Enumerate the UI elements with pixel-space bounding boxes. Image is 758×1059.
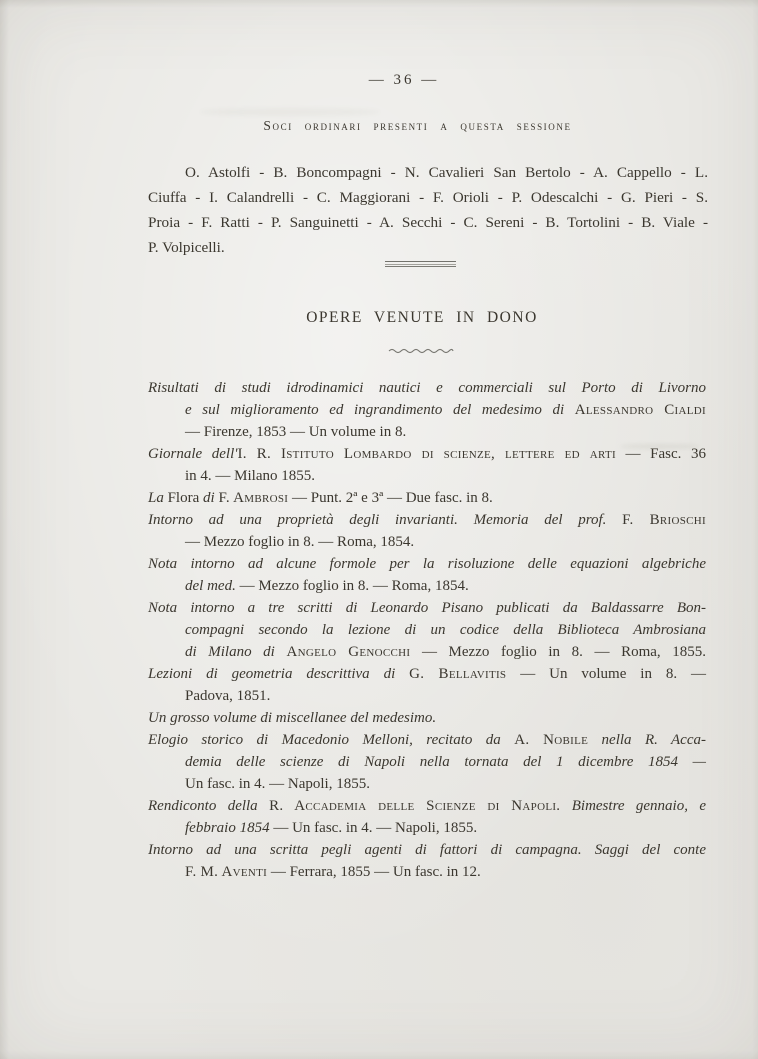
- text-segment: — Mezzo foglio in 8. — Roma, 1854.: [185, 534, 415, 550]
- members-line: Ciuffa - I. Calandrelli - C. Maggiorani - F. Orioli - P. Odescalchi - G. Pieri - S.: [148, 189, 708, 206]
- members-line: Proia - F. Ratti - P. Sanguinetti - A. Secchi - C. Sereni - B. Tortolini - B. Viale -: [148, 214, 708, 231]
- gift-entry: [148, 377, 706, 443]
- text-segment: — Un fasc. in 4. — Napoli, 1855.: [273, 820, 478, 836]
- scan-smudge: [200, 108, 380, 116]
- text-segment: Nota intorno a tre scritti di Leonardo Pisano publicati da Baldassarre Bon-: [148, 600, 706, 616]
- text-segment: R. Accademia delle Scienze di Napoli.: [269, 798, 561, 814]
- text-segment: — Punt. 2ª e 3ª — Due fasc. in 8.: [288, 490, 493, 506]
- text-segment: I. R. Istituto Lombardo di scienze, lettere ed arti: [237, 446, 616, 462]
- text-segment: Padova, 1851.: [185, 688, 271, 704]
- text-segment: F. Ambrosi: [218, 490, 289, 506]
- text-segment: — Ferrara, 1855 — Un fasc. in 12.: [267, 864, 481, 880]
- text-segment: Flora: [167, 490, 204, 506]
- scan-smudge: [620, 444, 700, 449]
- entry-line: [148, 839, 706, 861]
- entry-line: [148, 773, 706, 795]
- entry-line: [148, 575, 706, 597]
- text-segment: Angelo Genocchi: [286, 644, 411, 660]
- entry-line: [148, 795, 706, 817]
- text-segment: Intorno ad una scritta pegli agenti di fattori di campagna. Saggi del conte: [148, 842, 706, 858]
- gift-entry: [148, 487, 706, 509]
- text-segment: in 4. — Milano 1855.: [185, 468, 315, 484]
- entry-line: [148, 619, 706, 641]
- text-segment: G. Bellavitis: [409, 666, 507, 682]
- section-divider-rule: [385, 261, 456, 267]
- text-segment: demia delle scienze di Napoli nella tornata del 1 dicembre 1854 —: [185, 754, 706, 770]
- wavy-divider: [388, 346, 454, 355]
- entry-line: [148, 531, 706, 553]
- gift-entry: [148, 839, 706, 883]
- text-segment: Rendiconto della: [148, 798, 270, 814]
- gift-entry: [148, 597, 706, 663]
- entry-line: [148, 751, 706, 773]
- text-segment: — Fasc. 36: [615, 446, 706, 462]
- entry-line: [148, 509, 706, 531]
- members-line: P. Volpicelli.: [148, 239, 225, 256]
- text-segment: A. Nobile: [514, 732, 589, 748]
- text-segment: Un grosso volume di miscellanee del medesimo.: [148, 710, 437, 726]
- gift-entry: [148, 795, 706, 839]
- gift-entry: [148, 729, 706, 795]
- text-segment: di: [203, 490, 219, 506]
- text-segment: F. Brioschi: [622, 512, 706, 528]
- entry-line: [148, 465, 706, 487]
- text-segment: e sul miglioramento ed ingrandimento del medesimo di: [185, 402, 575, 418]
- entry-line: [148, 597, 706, 619]
- text-segment: Bimestre gennaio, e: [560, 798, 706, 814]
- text-segment: di: [383, 666, 410, 682]
- entry-line: [148, 685, 706, 707]
- entry-line: [148, 553, 706, 575]
- text-segment: — Mezzo foglio in 8. — Roma, 1854.: [239, 578, 469, 594]
- text-segment: F. M. Aventi: [185, 864, 268, 880]
- text-segment: Giornale dell': [148, 446, 238, 462]
- members-paragraph: [148, 160, 708, 260]
- text-segment: di Milano di: [185, 644, 287, 660]
- text-segment: del med.: [185, 578, 240, 594]
- session-heading: Soci ordinari presenti a questa sessione: [263, 118, 572, 133]
- gift-entry: [148, 509, 706, 553]
- text-segment: — Firenze, 1853 — Un volume in 8.: [185, 424, 407, 440]
- text-segment: compagni secondo la lezione di un codice della Biblioteca Ambrosiana: [185, 622, 706, 638]
- text-segment: — Mezzo foglio in 8. — Roma, 1855.: [410, 644, 707, 660]
- text-segment: Intorno ad una proprietà degli invarianti. Memoria del prof.: [148, 512, 623, 528]
- entry-line: [148, 399, 706, 421]
- entry-line: [148, 729, 706, 751]
- text-segment: La: [148, 490, 168, 506]
- text-segment: Alessandro Cialdi: [574, 402, 706, 418]
- members-line: O. Astolfi - B. Boncompagni - N. Cavalieri San Bertolo - A. Cappello - L.: [185, 164, 708, 181]
- text-segment: Un fasc. in 4. — Napoli, 1855.: [185, 776, 370, 792]
- gift-entry: [148, 707, 706, 729]
- text-segment: febbraio 1854: [185, 820, 274, 836]
- text-segment: Lezioni di geometria descrittiva: [148, 666, 384, 682]
- entry-line: [148, 421, 706, 443]
- gift-entry: [148, 663, 706, 707]
- text-segment: Nota intorno ad alcune formole per la risoluzione delle equazioni algebriche: [148, 556, 706, 572]
- entry-line: [148, 817, 706, 839]
- entry-line: [148, 377, 706, 399]
- text-segment: nella R. Acca-: [588, 732, 706, 748]
- entry-line: [148, 861, 706, 883]
- entry-line: [148, 487, 706, 509]
- page-number: — 36 —: [368, 72, 440, 88]
- text-segment: Elogio storico di Macedonio Melloni, recitato da: [148, 732, 515, 748]
- gift-entry: [148, 443, 706, 487]
- gifts-section-heading: OPERE VENUTE IN DONO: [306, 309, 538, 326]
- gift-entry: [148, 553, 706, 597]
- entry-line: [148, 663, 706, 685]
- text-segment: Risultati di studi idrodinamici nautici e commerciali sul Porto di Livorno: [148, 380, 706, 396]
- gifts-list: [148, 377, 706, 883]
- text-segment: — Un volume in 8. —: [506, 666, 707, 682]
- entry-line: [148, 707, 706, 729]
- entry-line: [148, 641, 706, 663]
